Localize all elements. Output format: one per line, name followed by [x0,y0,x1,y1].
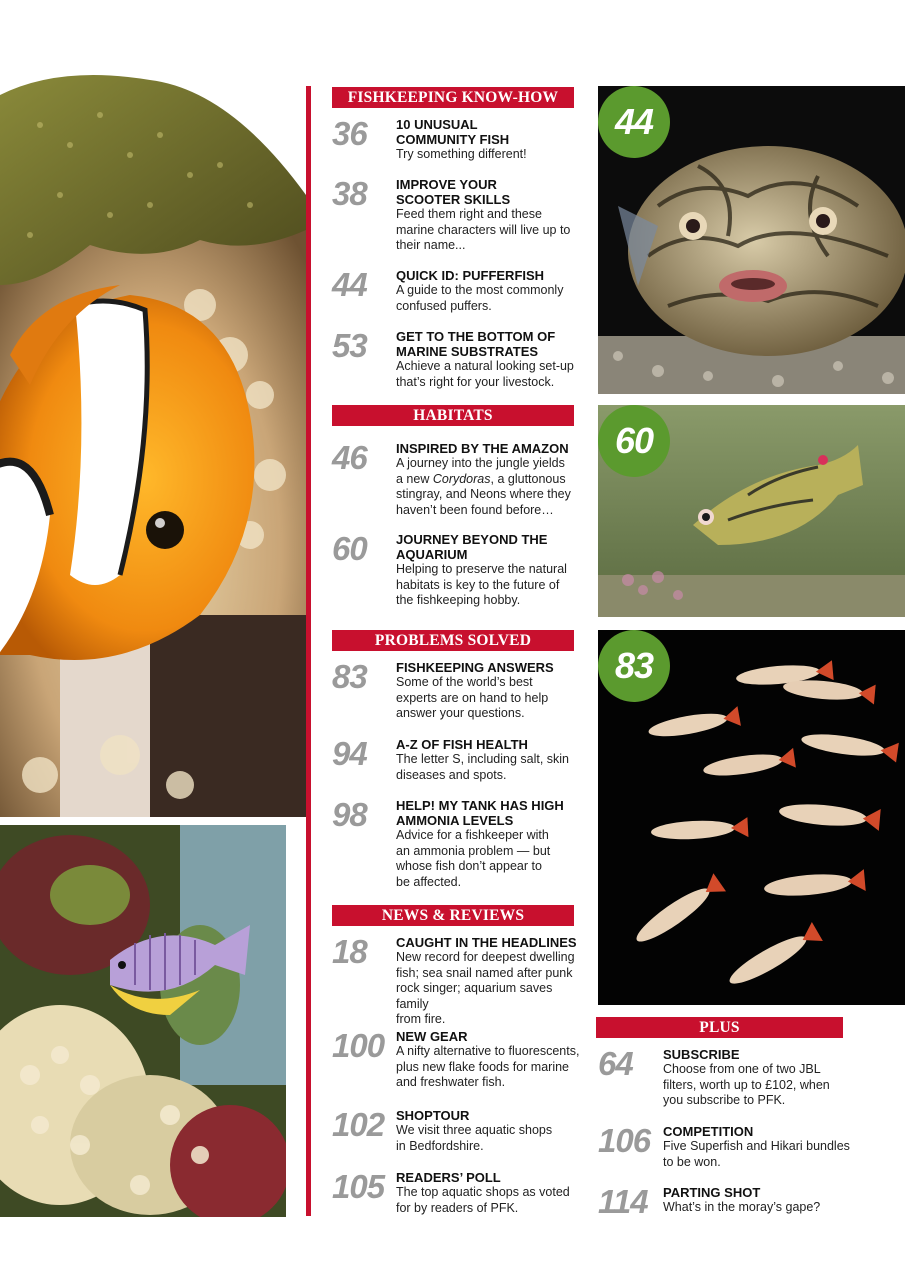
entry-description: stingray, and Neons where they [396,487,571,501]
entry-title: READERS’ POLL [396,1170,501,1185]
entry-description: Helping to preserve the natural [396,562,567,576]
entry-description: diseases and spots. [396,767,507,782]
entry-description: an ammonia problem — but [396,843,551,858]
entry-title: JOURNEY BEYOND THE [396,532,548,547]
entry-description: A guide to the most commonly [396,283,564,297]
entry-title: HELP! MY TANK HAS HIGH [396,798,564,813]
entry-description: that’s right for your livestock. [396,374,555,389]
entry-description: A nifty alternative to fluorescents, [396,1044,580,1058]
entry-description: Choose from one of two JBL [663,1062,821,1076]
entry-description: The top aquatic shops as voted [396,1185,570,1199]
entry-description: to be won. [663,1154,721,1169]
entry-title: INSPIRED BY THE AMAZON [396,441,569,456]
entry-description: rock singer; aquarium saves family [396,981,553,1011]
column-divider [306,86,311,1216]
entry-title: A-Z OF FISH HEALTH [396,737,528,752]
entry-description: marine characters will live up to [396,222,571,237]
entry-title: QUICK ID: PUFFERFISH [396,268,545,283]
page-number: 98 [332,796,367,833]
entry-title: NEW GEAR [396,1029,468,1044]
section-header-news: NEWS & REVIEWS [332,905,574,926]
entry-description: Achieve a natural looking set-up [396,359,574,373]
desc-fragment: , a gluttonous [490,471,566,486]
entry-description: in Bedfordshire. [396,1138,484,1153]
entry-title: PARTING SHOT [663,1185,761,1200]
entry-title: SHOPTOUR [396,1108,470,1123]
entry-title: FISHKEEPING ANSWERS [396,660,554,675]
entry-title: COMMUNITY FISH [396,132,510,147]
page-number: 64 [598,1045,633,1082]
entry-title: AMMONIA LEVELS [396,813,514,828]
page-number: 38 [332,175,367,212]
entry-title: IMPROVE YOUR [396,177,497,192]
section-header-know-how: FISHKEEPING KNOW-HOW [332,87,574,108]
page-number: 100 [332,1027,385,1064]
page-number: 105 [332,1168,385,1205]
desc-fragment: a new [396,471,433,486]
entry-title: 10 UNUSUAL [396,117,478,132]
entry-description: The letter S, including salt, skin [396,752,569,766]
entry-description: What’s in the moray’s gape? [663,1200,821,1214]
entry-description [396,472,571,488]
entry-description: confused puffers. [396,298,492,313]
entry-title: AQUARIUM [396,547,468,562]
entry-description: Five Superfish and Hikari bundles [663,1139,850,1153]
entry-description: Try something different! [396,147,527,161]
entry-title: CAUGHT IN THE HEADLINES [396,935,577,950]
page-number: 60 [332,530,367,567]
page-badge-60: 60 [598,405,670,477]
entry-description: experts are on hand to help [396,690,549,705]
entry-title: SUBSCRIBE [663,1047,740,1062]
entry-description: plus new flake foods for marine [396,1059,570,1074]
entry-description: Feed them right and these [396,207,542,221]
entry-description: habitats is key to the future of [396,577,560,592]
section-header-habitats: HABITATS [332,405,574,426]
clownfish-photo [0,55,306,817]
page-number: 53 [332,327,367,364]
entry-description: whose fish don’t appear to [396,859,542,873]
entry-description: fish; sea snail named after punk [396,965,573,980]
page-badge-44: 44 [598,86,670,158]
page-number: 83 [332,658,367,695]
page-badge-83: 83 [598,630,670,702]
entry-description: for by readers of PFK. [396,1200,519,1215]
entry-description: and freshwater fish. [396,1075,506,1089]
angelfish-photo [0,825,286,1217]
page-number: 102 [332,1106,385,1143]
entry-title: COMPETITION [663,1124,754,1139]
entry-description: Advice for a fishkeeper with [396,828,549,842]
entry-description: be affected. [396,874,462,889]
desc-italic-genus: Corydoras [432,471,491,486]
section-header-plus: PLUS [596,1017,843,1038]
entry-description: New record for deepest dwelling [396,950,575,964]
entry-description: haven’t been found before… [396,502,554,517]
page-number: 18 [332,933,367,970]
entry-description: their name... [396,238,466,252]
page-number: 114 [598,1183,648,1220]
entry-title: SCOOTER SKILLS [396,192,511,207]
page-number: 36 [332,115,367,152]
entry-description: answer your questions. [396,706,525,720]
page-number: 46 [332,439,367,476]
entry-description: Some of the world’s best [396,675,533,689]
page-number: 44 [332,266,367,303]
page-number: 94 [332,735,367,772]
entry-description: from fire. [396,1012,446,1026]
entry-description: A journey into the jungle yields [396,456,565,470]
entry-description: filters, worth up to £102, when [663,1077,830,1092]
section-header-problems: PROBLEMS SOLVED [332,630,574,651]
entry-title: GET TO THE BOTTOM OF [396,329,556,344]
entry-description: We visit three aquatic shops [396,1123,553,1137]
entry-description: the fishkeeping hobby. [396,593,521,607]
entry-description: you subscribe to PFK. [663,1093,786,1107]
entry-title: MARINE SUBSTRATES [396,344,539,359]
page-number: 106 [598,1122,651,1159]
